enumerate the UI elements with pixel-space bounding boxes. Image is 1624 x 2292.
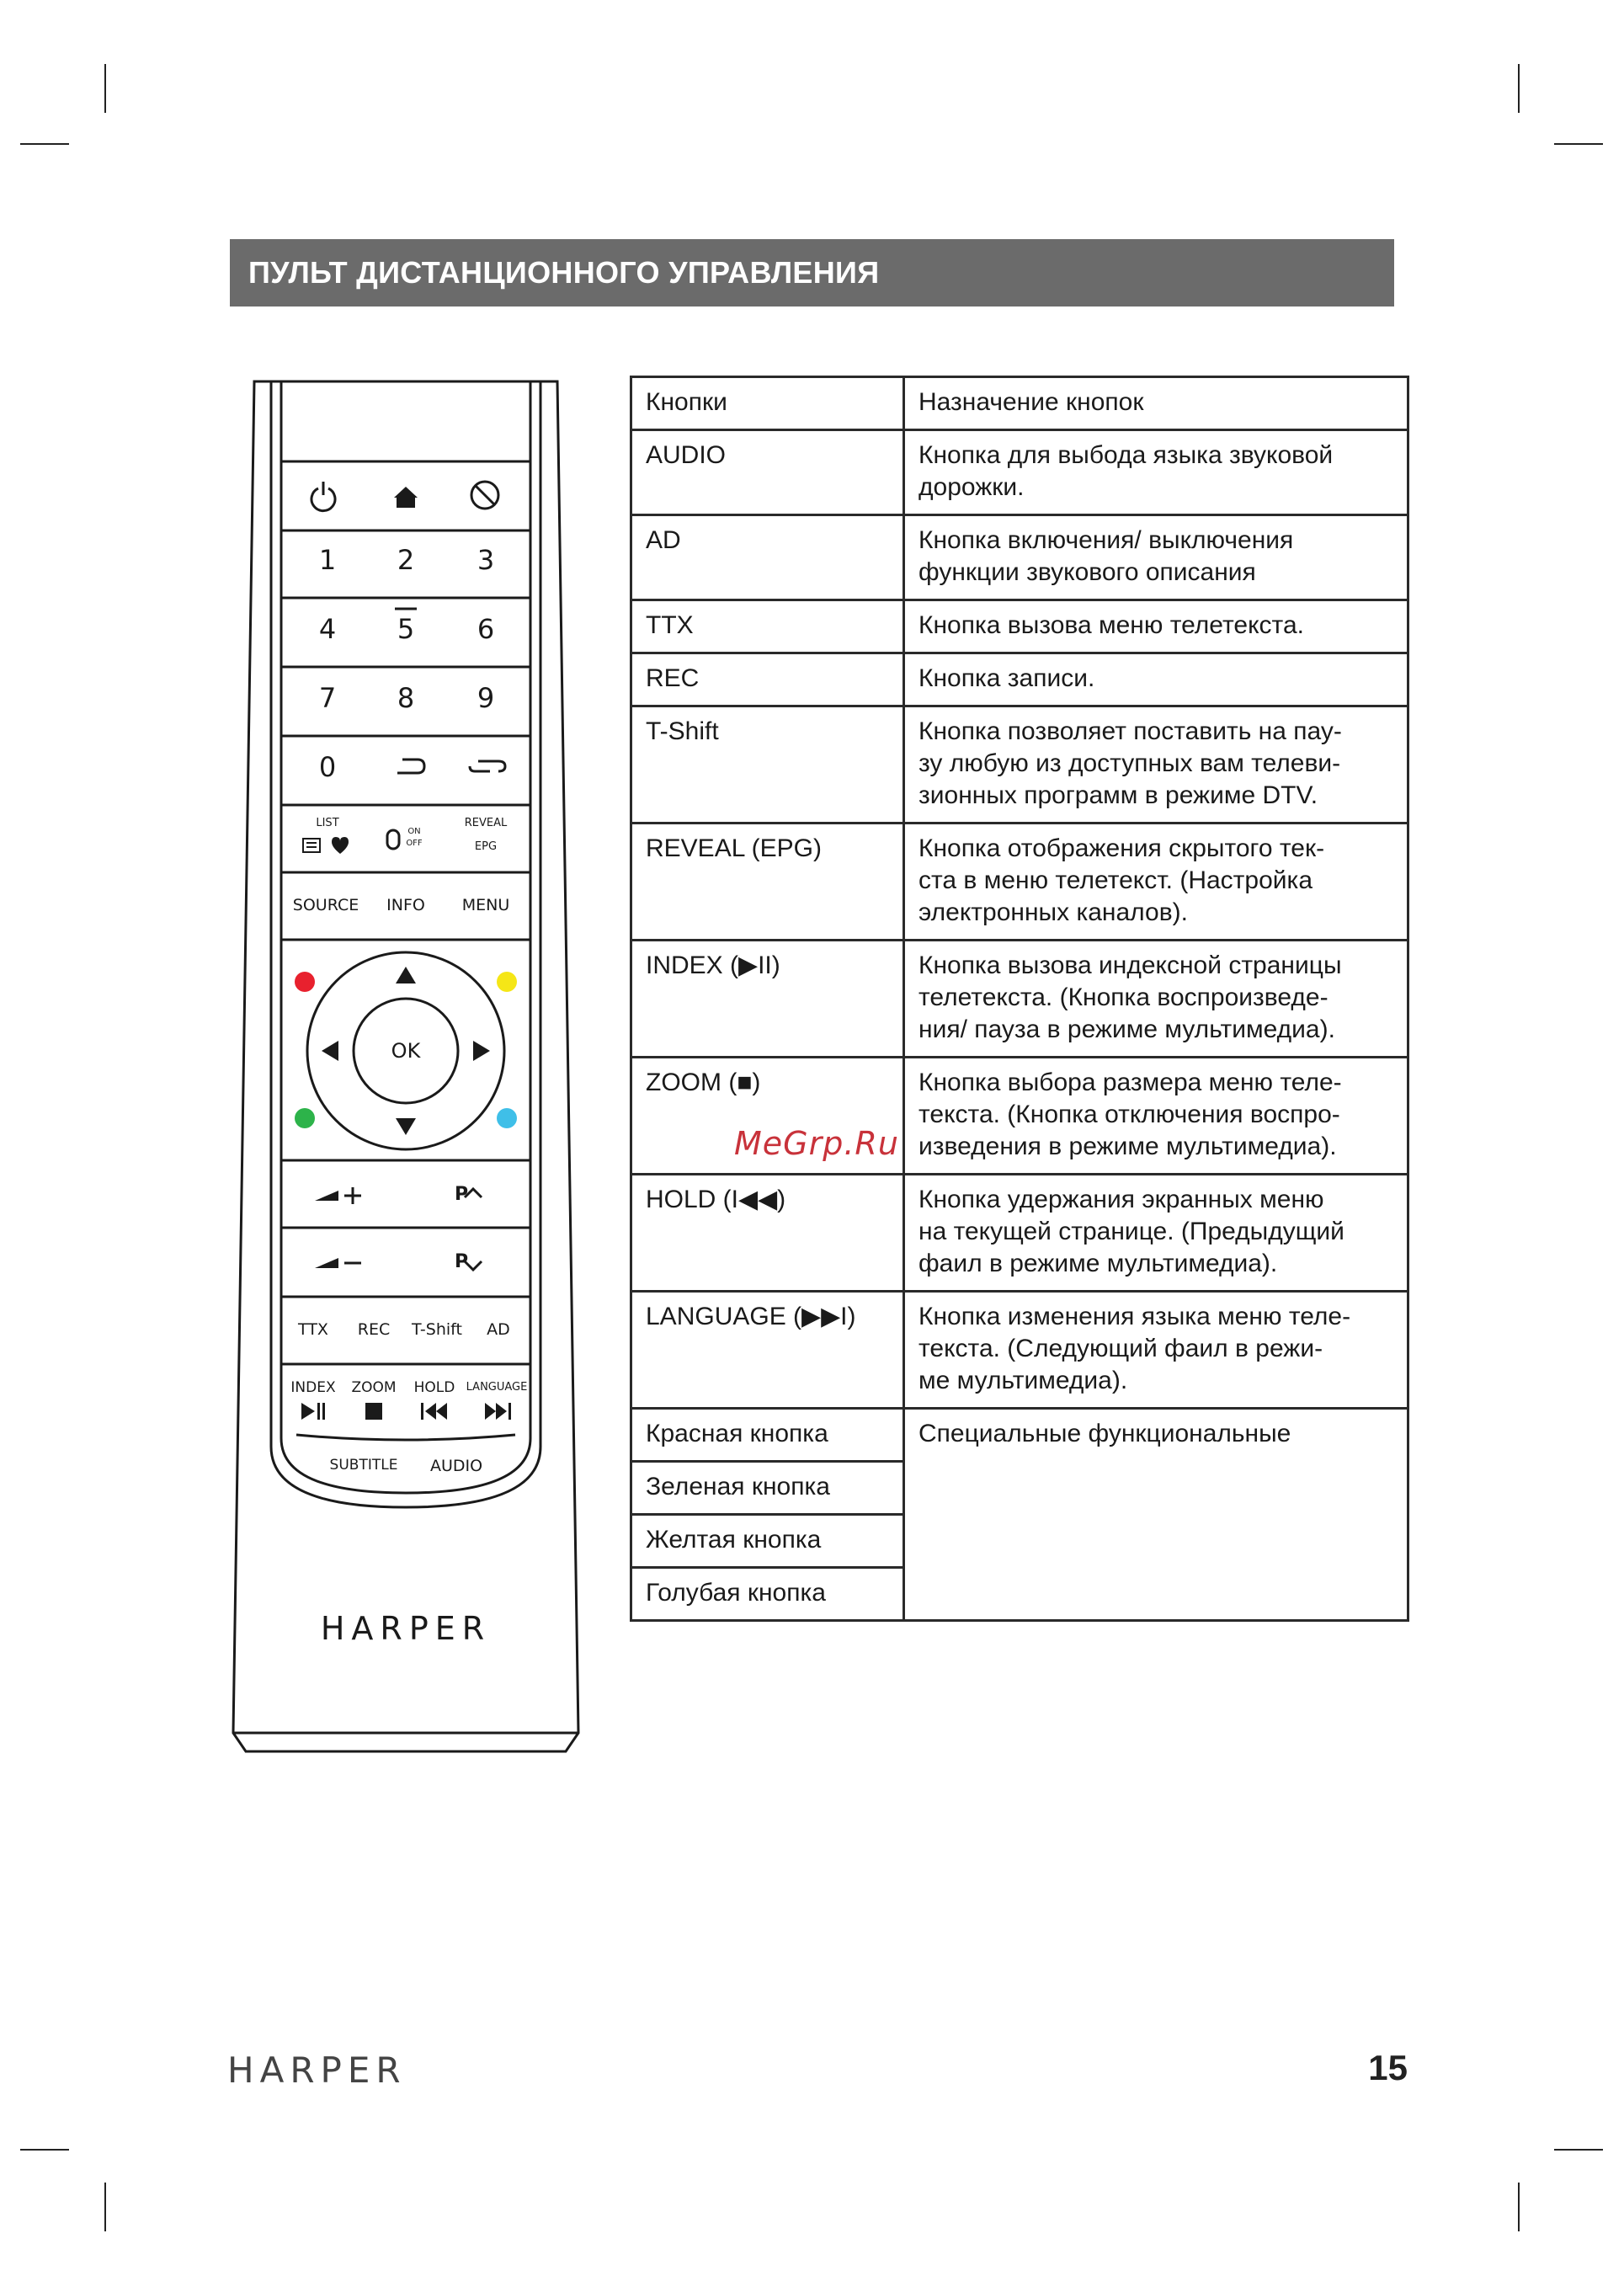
key-9: 9 [477,682,495,714]
button-description-cell [904,515,1408,600]
description-line: Кнопка записи. [918,664,1095,692]
description-line: ме мультимедиа). [918,1367,1128,1394]
crop-mark [1518,2183,1520,2231]
key-0: 0 [318,751,337,783]
button-description-cell [904,941,1408,1058]
footer-brand-logo: HARPER [227,2049,407,2091]
button-description-cell [904,1292,1408,1409]
color-button-name-cell: Голубая кнопка [631,1568,904,1621]
description-line: зионных программ в режиме DTV. [918,781,1318,809]
key-1: 1 [318,544,337,576]
crop-mark [20,2149,69,2151]
zoom-label: ZOOM [351,1379,397,1396]
button-name-cell: ZOOM (■) [631,1058,904,1175]
header-cell-buttons: Кнопки [631,377,904,430]
description-line: зу любую из доступных вам телеви- [918,749,1341,777]
table-row [631,600,1408,653]
info-label: INFO [386,896,425,914]
p-up-label: P [454,1184,469,1205]
ad-label: AD [487,1320,510,1339]
index-label: INDEX [290,1379,336,1396]
table-row [631,430,1408,515]
p-down-label: P [454,1251,469,1272]
description-line: дорожки. [918,473,1025,501]
key-2: 2 [397,544,415,576]
color-buttons-description-cell: Специальные функциональные [904,1409,1408,1621]
color-button-name-cell: Желтая кнопка [631,1515,904,1568]
source-label: SOURCE [292,896,359,914]
remote-brand-logo: HARPER [320,1610,492,1647]
description-line: электронных каналов). [918,898,1188,926]
description-line: телетекста. (Кнопка воспроизведе- [918,983,1328,1011]
audio-label: AUDIO [429,1457,483,1475]
button-description-cell [904,1175,1408,1292]
button-description-cell [904,653,1408,706]
description-line: изведения в режиме мультимедиа). [918,1133,1337,1160]
description-line: Кнопка для выбода языка звуковой [918,441,1334,469]
watermark: MeGrp.Ru [734,1125,899,1162]
description-line: Кнопка вызова меню телетекста. [918,611,1304,639]
reveal-label: REVEAL [464,817,508,829]
button-name-cell: AD [631,515,904,600]
color-button-name-cell: Красная кнопка [631,1409,904,1462]
description-line: Кнопка удержания экранных меню [918,1186,1324,1213]
page-title: ПУЛЬТ ДИСТАНЦИОННОГО УПРАВЛЕНИЯ [248,255,880,290]
table-row [631,653,1408,706]
crop-mark [104,64,106,113]
button-description-cell [904,824,1408,941]
epg-label: EPG [474,840,498,853]
description-line: ния/ пауза в режиме мультимедиа). [918,1015,1335,1043]
remote-outline [229,377,583,1758]
crop-mark [1518,64,1520,113]
description-line: Кнопка вызова индексной страницы [918,951,1342,979]
description-line: Кнопка выбора размера меню теле- [918,1069,1342,1096]
key-3: 3 [477,544,495,576]
button-name-cell: REC [631,653,904,706]
key-7: 7 [318,682,337,714]
description-line: ста в меню телетекст. (Настройка [918,866,1313,894]
remote-illustration [229,377,583,1758]
off-label: OFF [406,839,423,848]
description-line: Кнопка включения/ выключения [918,526,1294,554]
table-row [631,1292,1408,1409]
description-line: функции звукового описания [918,558,1256,586]
yellow-button-dot [497,972,517,992]
blue-button-dot [497,1108,517,1128]
button-name-cell: TTX [631,600,904,653]
description-line: на текущей странице. (Предыдущий [918,1218,1344,1245]
crop-mark [1554,2149,1603,2151]
table-row [631,515,1408,600]
button-description-cell [904,430,1408,515]
button-name-cell: INDEX (▶II) [631,941,904,1058]
description-line: текста. (Следующий фаил в режи- [918,1335,1323,1362]
hold-label: HOLD [413,1379,455,1396]
button-name-cell: HOLD (I◀◀) [631,1175,904,1292]
key-5: 5 [397,613,415,645]
key-8: 8 [397,682,415,714]
ttx-label: TTX [298,1320,328,1339]
key-4: 4 [318,613,337,645]
on-label: ON [407,827,421,836]
button-description-cell [904,600,1408,653]
key-6: 6 [477,613,495,645]
button-name-cell: LANGUAGE (▶▶I) [631,1292,904,1409]
buttons-table [630,376,1409,1622]
crop-mark [1554,143,1603,145]
button-description-cell [904,1058,1408,1175]
description-line: Кнопка изменения языка меню теле- [918,1303,1351,1330]
button-name-cell: AUDIO [631,430,904,515]
description-line: текста. (Кнопка отключения воспро- [918,1101,1340,1128]
header-cell-purpose: Назначение кнопок [904,377,1408,430]
button-description-cell [904,706,1408,824]
red-button-dot [295,972,315,992]
crop-mark [20,143,69,145]
green-button-dot [295,1108,315,1128]
crop-mark [104,2183,106,2231]
color-button-name-cell: Зеленая кнопка [631,1462,904,1515]
button-name-cell: REVEAL (EPG) [631,824,904,941]
rec-label: REC [357,1320,391,1339]
list-label: LIST [316,817,339,829]
ok-label: OK [391,1039,421,1063]
table-row [631,941,1408,1058]
table-row [631,1409,1408,1462]
table-header-row [631,377,1408,430]
page-number: 15 [1368,2048,1408,2087]
description-line: фаил в режиме мультимедиа). [918,1250,1278,1277]
tshift-label: T-Shift [412,1320,462,1339]
table-row [631,824,1408,941]
subtitle-label: SUBTITLE [329,1457,398,1474]
description-line: Кнопка позволяет поставить на пау- [918,717,1342,745]
description-line: Кнопка отображения скрытого тек- [918,834,1325,862]
language-label: LANGUAGE [466,1381,528,1394]
menu-label: MENU [461,896,510,914]
table-row [631,1175,1408,1292]
button-name-cell: T-Shift [631,706,904,824]
section-header [230,239,1394,306]
table-row [631,706,1408,824]
